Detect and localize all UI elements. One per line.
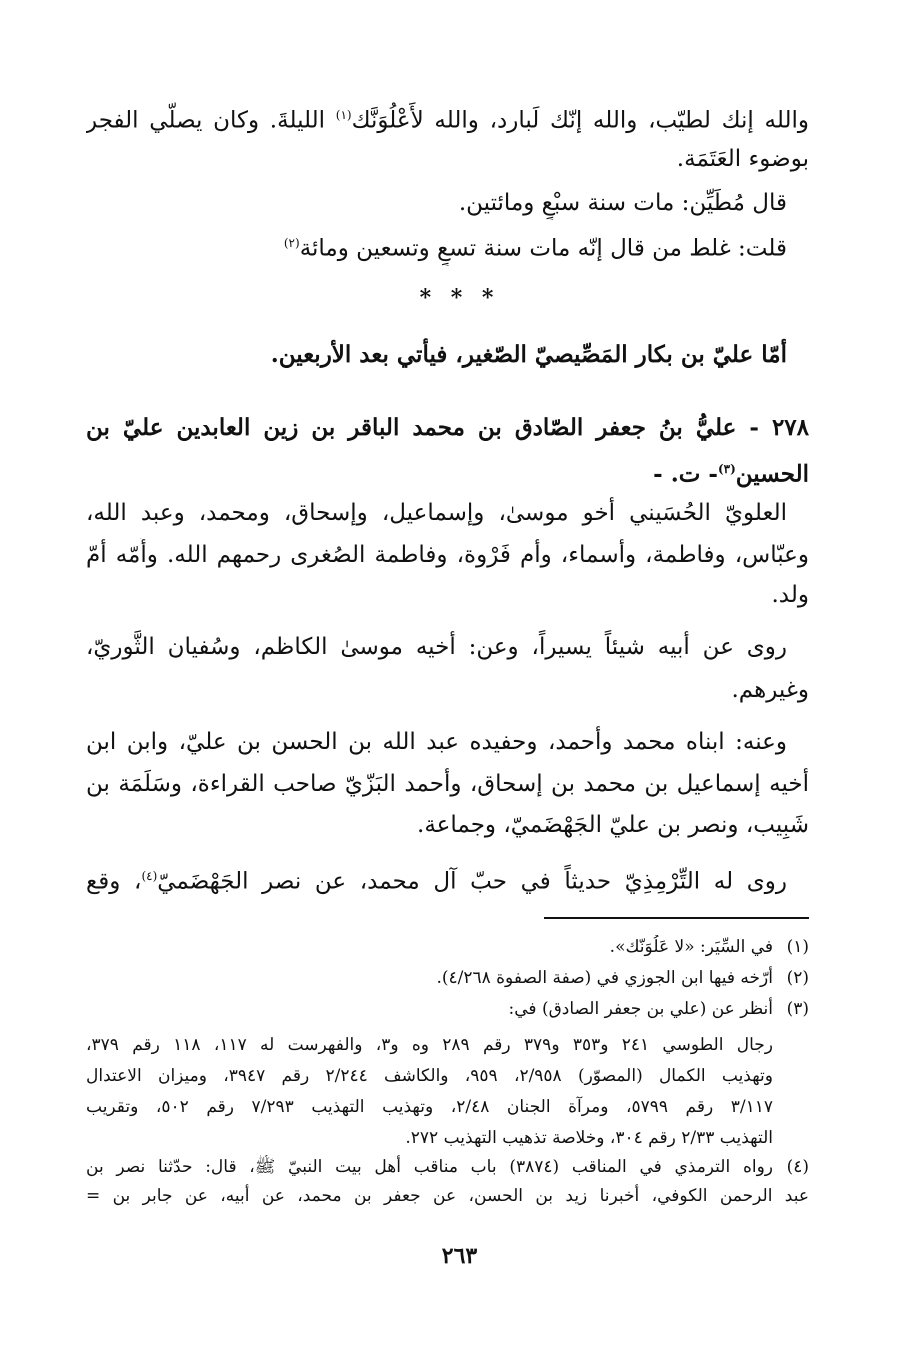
text-segment: قلت: غلط من قال إنّه مات سنة تسعٍ وتسعين ومائة [299, 235, 787, 262]
text-segment: الحسين [735, 460, 809, 488]
footnote-text: أرّخه فيها ابن الجوزي في (صفة الصفوة ٤/٢٦٨). [436, 968, 773, 988]
text-segment: - ت. - [653, 460, 718, 488]
footnote-number: (١) [786, 937, 809, 957]
text-line: العلويّ الحُسَيني أخو موسىٰ، وإسماعيل، وإسحاق، ومحمد، وعبد الله، [86, 500, 787, 526]
text-segment: الليلةَ. وكان يصلّي الفجر [86, 107, 326, 134]
footnote-number: (٢) [786, 968, 809, 988]
text-line: روى عن أبيه شيئاً يسيراً، وعن: أخيه موسىٰ الكاظم، وسُفيان الثَّوريّ، [86, 634, 787, 660]
text-line: وعنه: ابناه محمد وأحمد، وحفيده عبد الله بن الحسن بن عليّ، وابن ابن [86, 729, 787, 755]
footnote-divider [544, 917, 809, 919]
footnote-line: رجال الطوسي ٢٤١ و٣٥٣ و٣٧٩ رقم ٢٨٩ وه و٣، والفهرست له ١١٧، ١١٨ رقم ٣٧٩، [86, 1035, 773, 1055]
footnote-line: وتهذيب الكمال (المصوّر) ٢/٩٥٨، ٩٥٩، والكاشف ٢/٢٤٤ رقم ٣٩٤٧، وميزان الاعتدال [86, 1066, 773, 1086]
text-line [86, 98, 809, 138]
footnote-line: التهذيب ٢/٣٣ رقم ٣٠٤، وخلاصة تذهيب التهذيب ٢٧٢. [405, 1128, 773, 1148]
text-line [86, 859, 787, 899]
text-line: بوضوء العَتَمَة. [676, 146, 809, 172]
footnote [86, 1155, 809, 1179]
entry-heading [86, 452, 809, 492]
footnote [86, 997, 809, 1021]
footnote-text: أنظر عن (علي بن جعفر الصادق) في: [508, 999, 773, 1019]
footnote-number: (٤) [786, 1157, 809, 1177]
footnote-marker[interactable]: (٣) [717, 462, 736, 476]
text-line: قال مُطَيِّن: مات سنة سبْعٍ ومائتين. [458, 190, 787, 216]
text-line: أمّا عليّ بن بكار المَصِّيصيّ الصّغير، فيأتي بعد الأربعين. [270, 341, 787, 368]
footnote-marker[interactable]: (٢) [283, 236, 300, 250]
footnote [86, 966, 809, 990]
text-segment: روى له التِّرْمِذِيّ حديثاً في حبّ آل محمد، عن نصر الجَهْضَميّ [157, 868, 787, 895]
text-segment: ، وقع [86, 868, 142, 895]
footnote-number: (٣) [786, 999, 809, 1019]
text-segment: والله إنك لطيّب، والله إنّك لَبارد، والله لأَعْلُوَنَّك [351, 107, 809, 134]
text-line: وعبّاس، وفاطمة، وأسماء، وأم فَرْوة، وفاطمة الصُغرى رحمهم الله. وأُمّه أمّ [86, 542, 809, 568]
text-line: شَبِيب، ونصر بن عليّ الجَهْضَميّ، وجماعة. [417, 812, 809, 838]
footnote-marker[interactable]: (١) [335, 108, 352, 122]
text-line: ولد. [771, 582, 809, 608]
text-line: وغيرهم. [731, 677, 809, 703]
page-number: ٢٦٣ [441, 1243, 478, 1269]
footnote-line: عبد الرحمن الكوفي، أخبرنا زيد بن الحسن، عن جعفر بن محمد، عن أبيه، عن جابر بن = [86, 1186, 809, 1206]
footnote-line: ٣/١١٧ رقم ٥٧٩٩، ومرآة الجنان ٢/٤٨، وتهذيب التهذيب ٧/٢٩٣ رقم ٥٠٢، وتقريب [86, 1097, 773, 1117]
text-line: أخيه إسماعيل بن محمد بن إسحاق، وأحمد البَزّيّ صاحب القراءة، وسَلَمَة بن [86, 771, 809, 797]
section-separator: * * * [419, 285, 500, 311]
footnote-text: في السِّيَر: «لا عَلُوَنّك». [609, 937, 773, 957]
footnote-text: رواه الترمذي في المناقب (٣٨٧٤) باب مناقب أهل بيت النبيّ ﷺ، قال: حدّثنا نصر بن [86, 1157, 773, 1177]
footnote-marker[interactable]: (٤) [141, 869, 158, 883]
footnote [86, 935, 809, 959]
text-line [86, 226, 787, 266]
entry-heading: ٢٧٨ - عليُّ بنُ جعفر الصّادق بن محمد الباقر بن زين العابدين عليّ بن [86, 414, 809, 441]
